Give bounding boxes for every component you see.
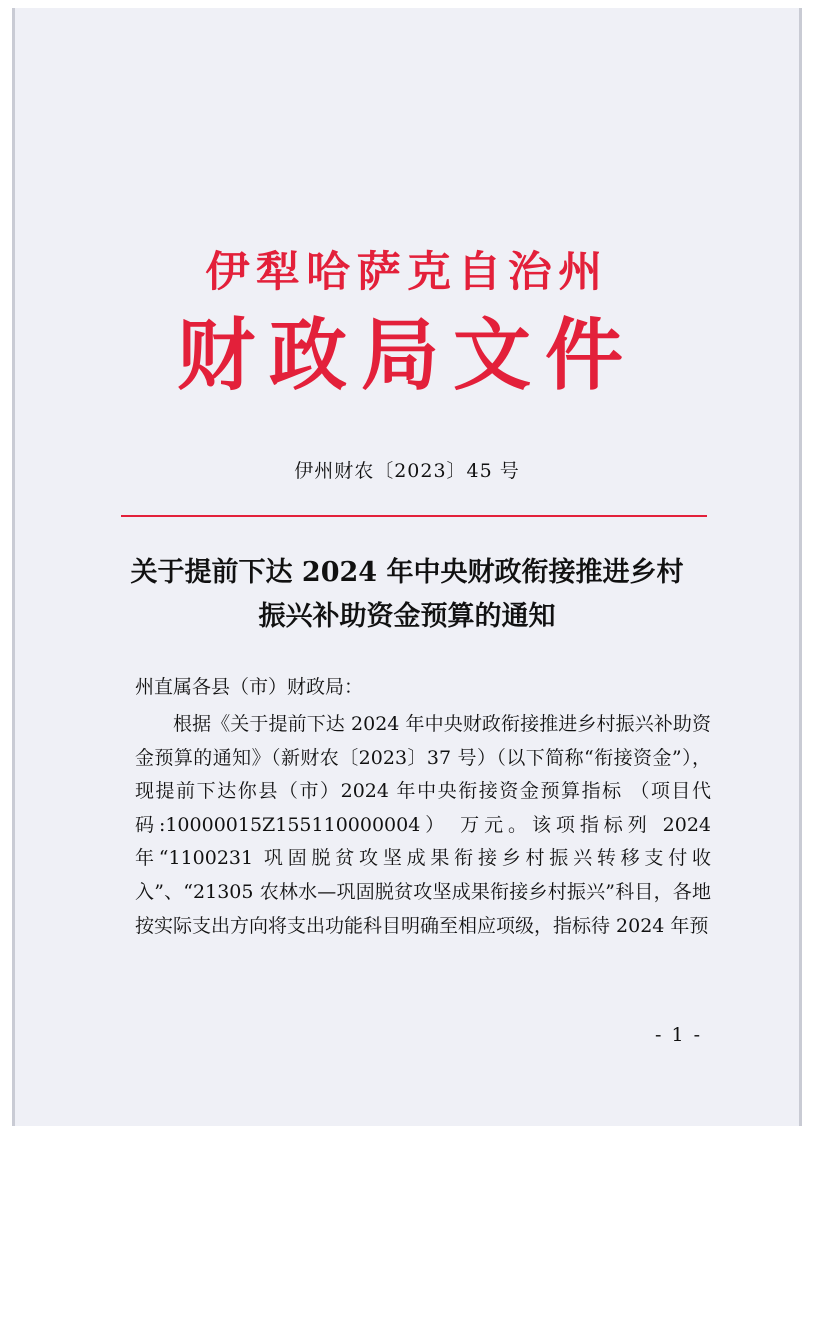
body-paragraph: 根据《关于提前下达 2024 年中央财政衔接推进乡村振兴补助资金预算的通知》（新财农〔2023〕37 号）（以下简称“衔接资金”），现提前下达你县（市）2024 年中央衔接资金预算指标 （项目代码:10000015Z155110000004） 万元。该项指标列 2024 年“1100231 巩固脱贫攻坚成果衔接乡村振兴转移支付收入”、“21305 农林水—巩固脱贫攻坚成果衔接乡村振兴”科目，各地按实际支出方向将支出功能科目明确至相应项级，指标待 2024 年预 — [135, 713, 711, 937]
notice-title — [15, 551, 799, 639]
addressee: 州直属各县（市）财政局： — [135, 676, 364, 698]
issuing-authority-document-heading: 财政局文件 — [176, 310, 637, 401]
notice-title-line-2: 振兴补助资金预算的通知 — [258, 601, 556, 632]
page-number: - 1 - — [655, 1024, 703, 1046]
scanned-document-page — [12, 8, 802, 1126]
issuing-authority-region: 伊犁哈萨克自治州 — [205, 247, 609, 296]
red-separator-line — [121, 515, 707, 517]
document-number: 伊州财农〔2023〕45 号 — [294, 460, 520, 482]
notice-title-line-1: 关于提前下达 2024 年中央财政衔接推进乡村 — [130, 557, 684, 588]
